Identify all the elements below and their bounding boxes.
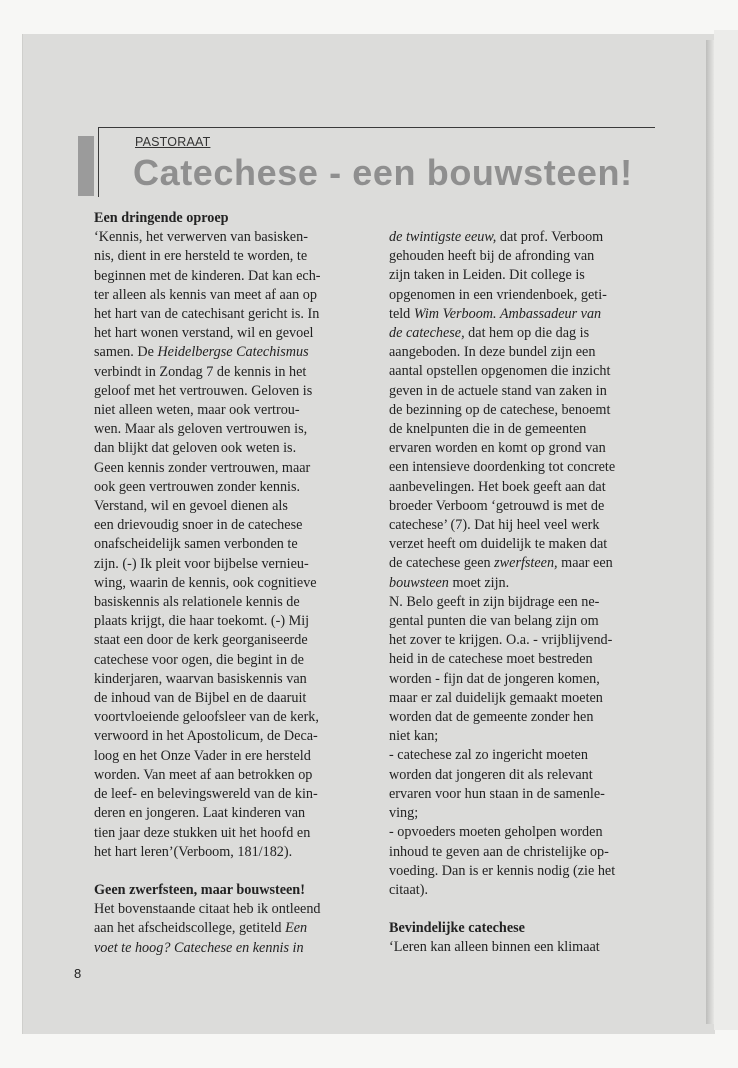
italic-title: Heidelbergse Catechismus xyxy=(157,344,309,361)
subheading: Bevindelijke catechese xyxy=(389,920,525,937)
text-line: plaats krijgt, die haar toekomt. (-) Mij xyxy=(94,613,310,630)
text-line: Verstand, wil en gevoel dienen als xyxy=(94,498,288,515)
text-line: basiskennis als relationele kennis de xyxy=(94,594,300,611)
text-line: het zover te krijgen. O.a. - vrijblijvend- xyxy=(389,632,613,649)
text-span: dat hem op die dag is xyxy=(464,325,590,342)
text-line: opgenomen in een vriendenboek, geti- xyxy=(389,286,607,303)
text-line: catechese’ (7). Dat hij heel veel werk xyxy=(389,517,600,534)
text-line: worden - fijn dat de jongeren komen, xyxy=(389,670,600,687)
text-line: broeder Verboom ‘getrouwd is met de xyxy=(389,497,605,514)
text-line: aanbevelingen. Het boek geeft aan dat xyxy=(389,478,606,495)
text-column-right xyxy=(389,228,661,958)
text-span: aan het afscheidscollege, getiteld xyxy=(94,920,286,937)
text-line: inhoud te geven aan de christelijke op- xyxy=(389,843,609,860)
paragraph-gap xyxy=(389,900,661,919)
text-line: verbindt in Zondag 7 de kennis in het xyxy=(94,363,307,380)
text-line: ‘Kennis, het verwerven van basisken- xyxy=(94,229,308,246)
text-line xyxy=(389,305,661,324)
paragraph-gap xyxy=(94,862,366,881)
text-line: ving; xyxy=(389,805,419,822)
text-line: zijn. (-) Ik pleit voor bijbelse vernieu- xyxy=(94,555,309,572)
text-span: dat prof. Verboom xyxy=(496,229,604,245)
text-line: het hart wonen verstand, wil en gevoel xyxy=(94,325,314,342)
page-number: 8 xyxy=(74,966,82,981)
text-line: maar er zal duidelijk gemaakt moeten xyxy=(389,689,603,706)
text-line: - opvoeders moeten geholpen worden xyxy=(389,824,603,841)
text-line: het hart van de catechisant gericht is. In xyxy=(94,306,320,323)
text-line: de bezinning op de catechese, benoemt xyxy=(389,401,611,418)
text-line: wing, waarin de kennis, ook cognitieve xyxy=(94,574,317,591)
italic-word: bouwsteen xyxy=(389,574,449,591)
facing-page-edge xyxy=(714,30,738,1030)
italic-word: zwerfsteen, xyxy=(494,555,558,572)
text-line xyxy=(389,574,661,593)
subheading: Geen zwerfsteen, maar bouwsteen! xyxy=(94,881,305,898)
italic-title: Een xyxy=(285,920,308,937)
section-label: PASTORAAT xyxy=(135,135,211,149)
text-line: staat een door de kerk georganiseerde xyxy=(94,632,308,649)
text-line: kinderjaren, waarvan basiskennis van xyxy=(94,670,307,687)
text-span: maar een xyxy=(557,555,613,572)
text-line: worden dat de gemeente zonder hen xyxy=(389,709,594,726)
text-column-left xyxy=(94,209,366,958)
text-line: - catechese zal zo ingericht moeten xyxy=(389,747,588,764)
text-line: Het bovenstaande citaat heb ik ontleend xyxy=(94,901,321,918)
text-line: geven in de actuele stand van zaken in xyxy=(389,382,607,399)
text-line: dan blijkt dat geloven ook weten is. xyxy=(94,440,297,457)
text-line: wen. Maar als geloven vertrouwen is, xyxy=(94,421,308,438)
text-line: ‘Leren kan alleen binnen een klimaat xyxy=(389,939,600,956)
text-line: loog en het Onze Vader in ere hersteld xyxy=(94,747,311,764)
text-line: ervaren worden en komt op grond van xyxy=(389,440,606,457)
text-line xyxy=(389,228,661,247)
text-line xyxy=(389,324,661,343)
text-line: citaat). xyxy=(389,881,428,898)
text-line: N. Belo geeft in zijn bijdrage een ne- xyxy=(389,593,600,610)
text-line: worden dat jongeren dit als relevant xyxy=(389,766,593,783)
text-line: de inhoud van de Bijbel en de daaruit xyxy=(94,690,307,707)
subheading: Een dringende oproep xyxy=(94,210,229,226)
text-line: verwoord in het Apostolicum, de Deca- xyxy=(94,728,318,745)
text-line: verzet heeft om duidelijk te maken dat xyxy=(389,536,608,553)
page-edge xyxy=(706,40,714,1024)
text-span: samen. De xyxy=(94,344,158,361)
text-line: een intensieve doordenking tot concrete xyxy=(389,459,616,476)
text-line xyxy=(94,343,366,362)
text-line: voortvloeiende geloofsleer van de kerk, xyxy=(94,709,319,726)
text-line: deren en jongeren. Laat kinderen van xyxy=(94,805,306,822)
text-line: een drievoudig snoer in de catechese xyxy=(94,517,303,534)
text-span: teld xyxy=(389,305,414,322)
text-line: worden. Van meet af aan betrokken op xyxy=(94,766,313,783)
italic-title: Wim Verboom. Ambassadeur van xyxy=(413,305,602,322)
text-line: aantal opstellen opgenomen die inzicht xyxy=(389,363,611,380)
text-line: niet alleen weten, maar ook vertrou- xyxy=(94,402,300,419)
text-line: gental punten die van belang zijn om xyxy=(389,613,599,630)
text-line: Geen kennis zonder vertrouwen, maar xyxy=(94,459,311,476)
text-line: de knelpunten die in de gemeenten xyxy=(389,421,587,438)
text-line: heid in de catechese moet bestreden xyxy=(389,651,593,668)
text-line xyxy=(389,554,661,573)
text-line: ter alleen als kennis van meet af aan op xyxy=(94,286,317,303)
text-line: ervaren voor hun staan in de samenle- xyxy=(389,785,605,802)
italic-title: de twintigste eeuw, xyxy=(389,229,497,245)
text-line: voeding. Dan is er kennis nodig (zie het xyxy=(389,862,616,879)
text-span: de catechese geen xyxy=(389,555,495,572)
header-rule xyxy=(98,127,655,128)
text-line: de leef- en belevingswereld van de kin- xyxy=(94,786,318,803)
text-line: tien jaar deze stukken uit het hoofd en xyxy=(94,824,311,841)
header-accent-bar xyxy=(78,136,94,196)
text-line: ook geen vertrouwen zonder kennis. xyxy=(94,478,301,495)
text-line: gehouden heeft bij de afronding van xyxy=(389,248,595,265)
italic-title: voet te hoog? Catechese en kennis in xyxy=(94,939,304,956)
text-line: zijn taken in Leiden. Dit college is xyxy=(389,267,585,284)
text-span: moet zijn. xyxy=(448,574,510,591)
text-line: het hart leren’(Verboom, 181/182). xyxy=(94,843,293,860)
text-line: geloof met het vertrouwen. Geloven is xyxy=(94,382,313,399)
text-line: aangeboden. In deze bundel zijn een xyxy=(389,344,596,361)
text-line: nis, dient in ere hersteld te worden, te xyxy=(94,248,308,265)
article-title: Catechese - een bouwsteen! xyxy=(133,152,633,193)
header-rule-vertical xyxy=(98,127,99,197)
text-line: beginnen met de kinderen. Dat kan ech- xyxy=(94,267,321,284)
text-line: catechese voor ogen, die begint in de xyxy=(94,651,304,668)
text-line: niet kan; xyxy=(389,728,439,745)
italic-title: de catechese, xyxy=(389,325,465,342)
text-line: onafscheidelijk samen verbonden te xyxy=(94,536,298,553)
text-line xyxy=(94,939,366,958)
text-line xyxy=(94,919,366,938)
